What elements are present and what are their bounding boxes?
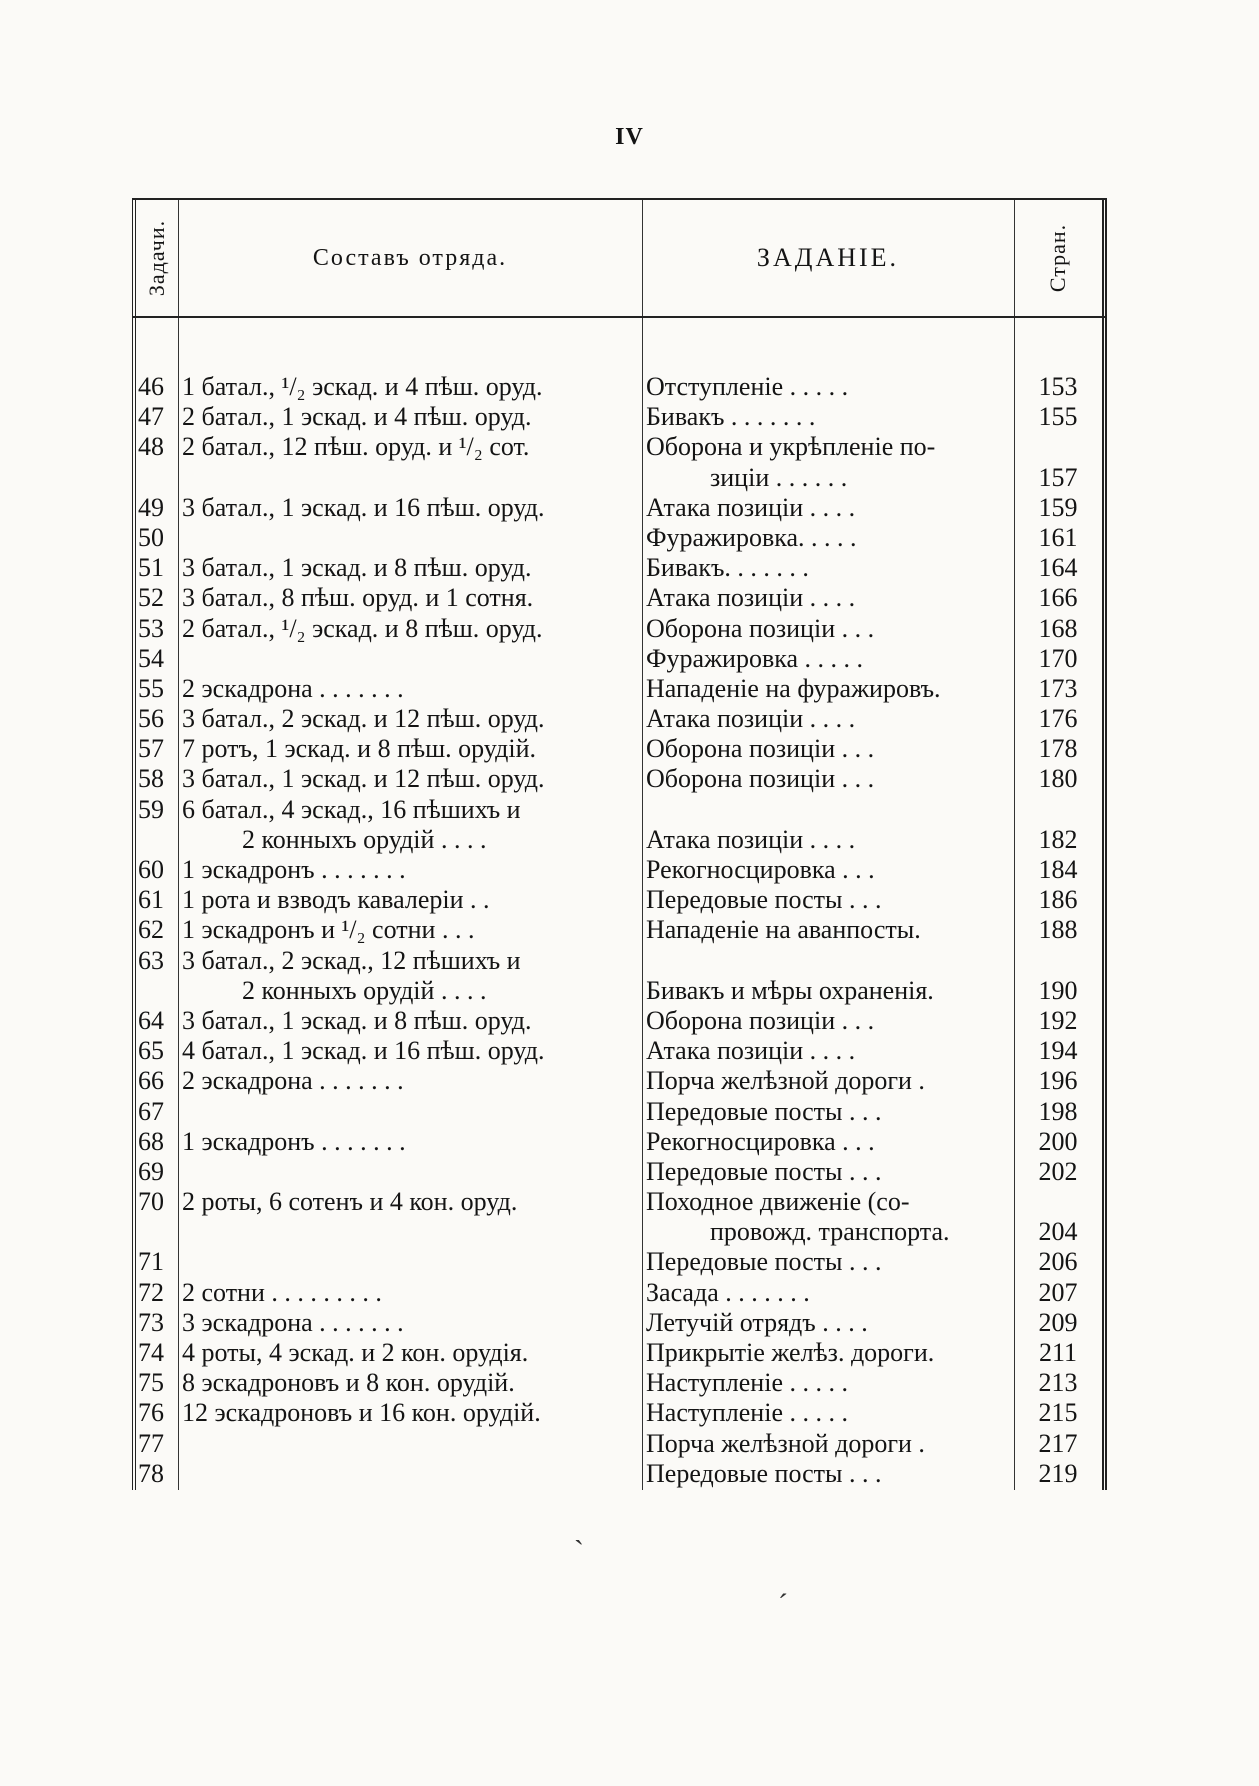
task-number: 50 xyxy=(138,522,164,552)
table-row xyxy=(132,674,1107,704)
table-row xyxy=(132,946,1107,976)
table-row xyxy=(132,1127,1107,1157)
page-ref: 213 xyxy=(1038,1368,1078,1398)
page-ref: 166 xyxy=(1038,583,1078,613)
task-description: Порча желѣзной дороги . xyxy=(646,1428,925,1458)
task-description: Летучiй отрядъ . . . . xyxy=(646,1307,868,1337)
task-description: Атака позицiи . . . . xyxy=(646,704,856,734)
task-number: 66 xyxy=(138,1066,164,1096)
unit-composition: 3 батал., 2 эскад., 12 пѣшихъ и xyxy=(182,945,521,975)
table-row xyxy=(132,1368,1107,1398)
task-description: Наступленiе . . . . . xyxy=(646,1398,848,1428)
table-row xyxy=(132,1187,1107,1217)
table-row xyxy=(132,1066,1107,1096)
task-description: Фуражировка. . . . . xyxy=(646,522,857,552)
table-row xyxy=(132,825,1107,855)
task-number: 76 xyxy=(138,1398,164,1428)
page-ref: 159 xyxy=(1038,492,1078,522)
task-description: Атака позицiи . . . . xyxy=(646,1036,856,1066)
table-row xyxy=(132,1157,1107,1187)
unit-composition: 3 батал., 1 эскад. и 8 пѣш. оруд. xyxy=(182,1005,532,1035)
task-description: Отступленiе . . . . . xyxy=(646,372,849,401)
table-row xyxy=(132,704,1107,734)
task-description: Передовые посты . . . xyxy=(646,1458,882,1488)
page-ref: 186 xyxy=(1038,885,1078,915)
table-row xyxy=(132,493,1107,523)
task-number: 63 xyxy=(138,945,164,975)
unit-composition: 4 роты, 4 эскад. и 2 кон. орудiя. xyxy=(182,1338,529,1367)
table-row xyxy=(132,855,1107,885)
task-description: Рекогносцировка . . . xyxy=(646,855,875,884)
table-row xyxy=(132,432,1107,462)
table-row xyxy=(132,795,1107,825)
header-task: ЗАДАНIЕ. xyxy=(756,243,900,272)
page-ref: 211 xyxy=(1038,1338,1078,1367)
task-number: 61 xyxy=(138,885,164,915)
table-row xyxy=(132,553,1107,583)
task-number: 52 xyxy=(138,583,164,613)
unit-composition: 8 эскадроновъ и 8 кон. орудiй. xyxy=(182,1368,515,1398)
task-number: 48 xyxy=(138,432,164,462)
page-ref: 194 xyxy=(1038,1036,1078,1066)
task-number: 57 xyxy=(138,734,164,764)
page-ref: 202 xyxy=(1038,1156,1078,1186)
task-description: Бивакъ и мѣры охраненiя. xyxy=(646,975,934,1005)
page-ref: 170 xyxy=(1038,643,1078,673)
task-number: 53 xyxy=(138,613,164,643)
page-ref: 219 xyxy=(1038,1458,1078,1488)
task-description: Наступленiе . . . . . xyxy=(646,1368,848,1398)
page-ref: 217 xyxy=(1038,1428,1078,1458)
task-description: Порча желѣзной дороги . xyxy=(646,1066,925,1096)
task-description: Атака позицiи . . . . xyxy=(646,492,856,522)
task-description: Оборона позицiи . . . xyxy=(646,613,875,643)
unit-composition: 1 батал., ¹/₂ эскад. и 4 пѣш. оруд. xyxy=(182,372,543,401)
unit-composition: 2 сотни . . . . . . . . . xyxy=(182,1277,382,1307)
table-row xyxy=(132,523,1107,553)
task-description: Оборона позицiи . . . xyxy=(646,734,875,764)
table-row xyxy=(132,1459,1107,1489)
task-description: Атака позицiи . . . . xyxy=(646,583,856,613)
page-ref: 182 xyxy=(1038,824,1078,854)
unit-composition: 3 батал., 8 пѣш. оруд. и 1 сотня. xyxy=(182,583,534,613)
table-row xyxy=(132,1338,1107,1368)
unit-composition: 6 батал., 4 эскад., 16 пѣшихъ и xyxy=(182,794,521,824)
task-description: Походное движенiе (со- xyxy=(646,1187,910,1217)
unit-composition: 1 эскадронъ . . . . . . . xyxy=(182,1126,406,1156)
page-ref: 164 xyxy=(1038,553,1078,583)
unit-composition: 3 батал., 2 эскад. и 12 пѣш. оруд. xyxy=(182,704,545,734)
page-ref: 209 xyxy=(1038,1307,1078,1337)
task-number: 55 xyxy=(138,673,164,703)
unit-composition: 2 батал., 1 эскад. и 4 пѣш. оруд. xyxy=(182,402,532,432)
page-ref: 204 xyxy=(1038,1217,1078,1247)
task-description: Нападенiе на фуражировъ. xyxy=(646,673,941,703)
table-row xyxy=(132,1036,1107,1066)
ink-speck: ˏ xyxy=(574,1512,584,1545)
unit-composition: 2 батал., 12 пѣш. оруд. и ¹/₂ сот. xyxy=(182,432,530,462)
task-number: 69 xyxy=(138,1156,164,1186)
task-description: Засада . . . . . . . xyxy=(646,1277,810,1307)
task-number: 78 xyxy=(138,1458,164,1488)
table-row xyxy=(132,764,1107,794)
table-row xyxy=(132,1278,1107,1308)
task-description: Передовые посты . . . xyxy=(646,885,882,915)
task-number: 62 xyxy=(138,915,164,945)
unit-composition: 2 батал., ¹/₂ эскад. и 8 пѣш. оруд. xyxy=(182,613,543,643)
page-ref: 180 xyxy=(1038,764,1078,794)
unit-composition: 12 эскадроновъ и 16 кон. орудiй. xyxy=(182,1398,541,1428)
page-ref: 192 xyxy=(1038,1005,1078,1035)
task-description: Передовые посты . . . xyxy=(646,1156,882,1186)
page-ref: 173 xyxy=(1038,673,1078,703)
task-number: 74 xyxy=(138,1338,164,1367)
task-number: 51 xyxy=(138,553,164,583)
unit-composition: 1 рота и взводъ кавалерiи . . xyxy=(182,885,490,915)
unit-composition: 3 эскадрона . . . . . . . xyxy=(182,1307,404,1337)
table-row xyxy=(132,1217,1107,1247)
task-number: 67 xyxy=(138,1096,164,1126)
table-row xyxy=(132,1308,1107,1338)
task-description: Прикрытiе желѣз. дороги. xyxy=(646,1338,935,1367)
page-ref: 207 xyxy=(1038,1277,1078,1307)
page-ref: 200 xyxy=(1038,1126,1078,1156)
table-row xyxy=(132,614,1107,644)
task-number: 56 xyxy=(138,704,164,734)
task-number: 59 xyxy=(138,794,164,824)
task-description: Рекогносцировка . . . xyxy=(646,1126,875,1156)
table-row xyxy=(132,463,1107,493)
table-row xyxy=(132,1006,1107,1036)
table-row xyxy=(132,1097,1107,1127)
task-description: Оборона и укрѣпленiе по- xyxy=(646,432,936,462)
contents-table xyxy=(132,198,1107,1490)
page-ref: 188 xyxy=(1038,915,1078,945)
header-page: Стран. xyxy=(1045,223,1070,293)
page-ref: 155 xyxy=(1038,402,1078,432)
page-ref: 196 xyxy=(1038,1066,1078,1096)
unit-composition: 1 эскадронъ и ¹/₂ сотни . . . xyxy=(182,915,475,945)
unit-composition: 3 батал., 1 эскад. и 8 пѣш. оруд. xyxy=(182,553,532,583)
unit-composition: 2 эскадрона . . . . . . . xyxy=(182,673,404,703)
page-ref: 168 xyxy=(1038,613,1078,643)
table-row xyxy=(132,583,1107,613)
header-composition: Составъ отряда. xyxy=(312,244,508,271)
task-number: 65 xyxy=(138,1036,164,1066)
task-number: 47 xyxy=(138,402,164,432)
table-row xyxy=(132,915,1107,945)
task-description: Атака позицiи . . . . xyxy=(646,824,856,854)
unit-composition: 2 конныхъ орудiй . . . . xyxy=(242,975,487,1005)
ink-speck: ˊ xyxy=(778,1588,788,1621)
unit-composition: 4 батал., 1 эскад. и 16 пѣш. оруд. xyxy=(182,1036,545,1066)
task-description: Передовые посты . . . xyxy=(646,1247,882,1277)
unit-composition: 3 батал., 1 эскад. и 16 пѣш. оруд. xyxy=(182,492,545,522)
task-number: 46 xyxy=(138,372,164,401)
page-ref: 153 xyxy=(1038,372,1078,401)
table-row xyxy=(132,402,1107,432)
task-number: 77 xyxy=(138,1428,164,1458)
header-task-number: Задачи. xyxy=(144,219,170,297)
task-description: Бивакъ . . . . . . . xyxy=(646,402,816,432)
page-ref: 161 xyxy=(1038,522,1078,552)
task-number: 54 xyxy=(138,643,164,673)
page-ref: 190 xyxy=(1038,975,1078,1005)
task-number: 68 xyxy=(138,1126,164,1156)
task-description: Фуражировка . . . . . xyxy=(646,643,864,673)
table-row xyxy=(132,976,1107,1006)
task-number: 75 xyxy=(138,1368,164,1398)
task-number: 49 xyxy=(138,492,164,522)
table-row xyxy=(132,372,1107,402)
page-ref: 206 xyxy=(1038,1247,1078,1277)
task-number: 58 xyxy=(138,764,164,794)
table-row xyxy=(132,1247,1107,1277)
page-number: IV xyxy=(615,124,644,150)
task-description: Оборона позицiи . . . xyxy=(646,1005,875,1035)
unit-composition: 1 эскадронъ . . . . . . . xyxy=(182,855,406,884)
task-description: Оборона позицiи . . . xyxy=(646,764,875,794)
unit-composition: 2 конныхъ орудiй . . . . xyxy=(242,824,487,854)
page-ref: 176 xyxy=(1038,704,1078,734)
table-body xyxy=(132,372,1107,1489)
header-rule xyxy=(132,316,1107,318)
page-ref: 215 xyxy=(1038,1398,1078,1428)
table-row xyxy=(132,644,1107,674)
task-number: 64 xyxy=(138,1005,164,1035)
task-description: Передовые посты . . . xyxy=(646,1096,882,1126)
task-description: Нападенiе на аванпосты. xyxy=(646,915,921,945)
page-ref: 184 xyxy=(1038,855,1078,884)
unit-composition: 2 эскадрона . . . . . . . xyxy=(182,1066,404,1096)
page-ref: 198 xyxy=(1038,1096,1078,1126)
table-row xyxy=(132,1429,1107,1459)
task-number: 73 xyxy=(138,1307,164,1337)
unit-composition: 3 батал., 1 эскад. и 12 пѣш. оруд. xyxy=(182,764,545,794)
task-number: 60 xyxy=(138,855,164,884)
task-description: зицiи . . . . . . xyxy=(710,462,848,492)
page-ref: 178 xyxy=(1038,734,1078,764)
table-row xyxy=(132,885,1107,915)
task-number: 71 xyxy=(138,1247,164,1277)
task-number: 72 xyxy=(138,1277,164,1307)
task-description: провожд. транспорта. xyxy=(710,1217,950,1247)
task-description: Бивакъ. . . . . . . xyxy=(646,553,809,583)
unit-composition: 2 роты, 6 сотенъ и 4 кон. оруд. xyxy=(182,1187,518,1217)
page-ref: 157 xyxy=(1038,462,1078,492)
unit-composition: 7 ротъ, 1 эскад. и 8 пѣш. орудiй. xyxy=(182,734,537,764)
task-number: 70 xyxy=(138,1187,164,1217)
table-row xyxy=(132,734,1107,764)
table-row xyxy=(132,1398,1107,1428)
